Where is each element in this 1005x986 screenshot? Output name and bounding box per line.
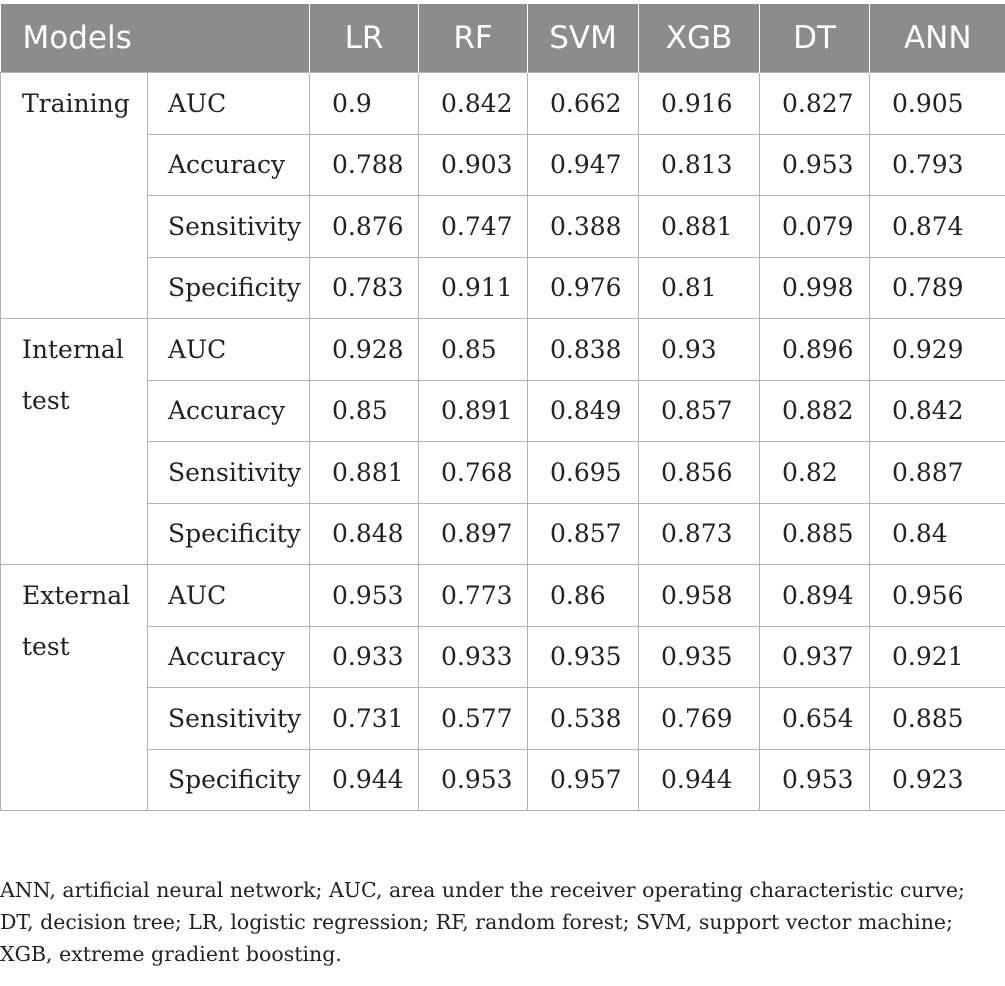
header-row <box>1 4 1005 73</box>
value-cell-rf: 0.747 <box>419 196 528 258</box>
metric-label: AUC <box>148 73 310 135</box>
table-row <box>1 134 1005 196</box>
value-cell-rf: 0.773 <box>419 565 528 627</box>
value-cell-ann: 0.956 <box>870 565 1005 627</box>
value-cell-svm: 0.838 <box>528 319 639 381</box>
value-cell-rf: 0.933 <box>419 626 528 688</box>
value-cell-xgb: 0.916 <box>639 73 760 135</box>
value-cell-xgb: 0.813 <box>639 134 760 196</box>
value-cell-lr: 0.876 <box>310 196 419 258</box>
value-cell-svm: 0.976 <box>528 257 639 319</box>
table-body <box>1 73 1005 811</box>
metric-label: Accuracy <box>148 626 310 688</box>
metric-label: Sensitivity <box>148 442 310 504</box>
value-cell-xgb: 0.81 <box>639 257 760 319</box>
value-cell-lr: 0.933 <box>310 626 419 688</box>
table-row <box>1 73 1005 135</box>
value-cell-ann: 0.887 <box>870 442 1005 504</box>
value-cell-lr: 0.788 <box>310 134 419 196</box>
group-label: External test <box>1 565 148 811</box>
header-lr: LR <box>310 4 419 73</box>
value-cell-ann: 0.905 <box>870 73 1005 135</box>
value-cell-dt: 0.953 <box>760 749 870 811</box>
table-row <box>1 626 1005 688</box>
value-cell-ann: 0.885 <box>870 688 1005 750</box>
value-cell-svm: 0.857 <box>528 503 639 565</box>
value-cell-lr: 0.944 <box>310 749 419 811</box>
value-cell-ann: 0.793 <box>870 134 1005 196</box>
value-cell-svm: 0.695 <box>528 442 639 504</box>
value-cell-dt: 0.953 <box>760 134 870 196</box>
value-cell-xgb: 0.944 <box>639 749 760 811</box>
metric-label: AUC <box>148 565 310 627</box>
metric-label: AUC <box>148 319 310 381</box>
model-performance-table <box>0 4 1005 811</box>
table-row <box>1 749 1005 811</box>
value-cell-svm: 0.662 <box>528 73 639 135</box>
value-cell-rf: 0.85 <box>419 319 528 381</box>
value-cell-svm: 0.849 <box>528 380 639 442</box>
value-cell-dt: 0.882 <box>760 380 870 442</box>
metric-label: Specificity <box>148 749 310 811</box>
value-cell-ann: 0.789 <box>870 257 1005 319</box>
metric-label: Sensitivity <box>148 196 310 258</box>
table-row <box>1 319 1005 381</box>
metric-label: Specificity <box>148 503 310 565</box>
table-row <box>1 688 1005 750</box>
table-row <box>1 442 1005 504</box>
value-cell-rf: 0.768 <box>419 442 528 504</box>
metric-label: Accuracy <box>148 134 310 196</box>
value-cell-lr: 0.85 <box>310 380 419 442</box>
value-cell-svm: 0.947 <box>528 134 639 196</box>
value-cell-dt: 0.885 <box>760 503 870 565</box>
value-cell-svm: 0.86 <box>528 565 639 627</box>
value-cell-ann: 0.921 <box>870 626 1005 688</box>
value-cell-xgb: 0.857 <box>639 380 760 442</box>
table-row <box>1 196 1005 258</box>
header-ann: ANN <box>870 4 1005 73</box>
value-cell-dt: 0.937 <box>760 626 870 688</box>
value-cell-rf: 0.903 <box>419 134 528 196</box>
metric-label: Accuracy <box>148 380 310 442</box>
value-cell-lr: 0.928 <box>310 319 419 381</box>
value-cell-xgb: 0.935 <box>639 626 760 688</box>
value-cell-svm: 0.935 <box>528 626 639 688</box>
value-cell-lr: 0.848 <box>310 503 419 565</box>
value-cell-dt: 0.896 <box>760 319 870 381</box>
value-cell-lr: 0.953 <box>310 565 419 627</box>
table-row <box>1 565 1005 627</box>
metric-label: Sensitivity <box>148 688 310 750</box>
value-cell-svm: 0.957 <box>528 749 639 811</box>
table-row <box>1 380 1005 442</box>
value-cell-lr: 0.881 <box>310 442 419 504</box>
value-cell-rf: 0.953 <box>419 749 528 811</box>
value-cell-xgb: 0.958 <box>639 565 760 627</box>
value-cell-rf: 0.891 <box>419 380 528 442</box>
header-models: Models <box>22 20 132 56</box>
value-cell-dt: 0.894 <box>760 565 870 627</box>
value-cell-lr: 0.783 <box>310 257 419 319</box>
header-rf: RF <box>419 4 528 73</box>
group-label: Internal test <box>1 319 148 565</box>
table-row <box>1 257 1005 319</box>
value-cell-dt: 0.827 <box>760 73 870 135</box>
header-svm: SVM <box>528 4 639 73</box>
value-cell-ann: 0.929 <box>870 319 1005 381</box>
value-cell-xgb: 0.873 <box>639 503 760 565</box>
value-cell-xgb: 0.881 <box>639 196 760 258</box>
value-cell-svm: 0.388 <box>528 196 639 258</box>
value-cell-dt: 0.82 <box>760 442 870 504</box>
value-cell-xgb: 0.93 <box>639 319 760 381</box>
value-cell-dt: 0.654 <box>760 688 870 750</box>
value-cell-dt: 0.079 <box>760 196 870 258</box>
header-dt: DT <box>760 4 870 73</box>
table-header <box>1 4 1005 73</box>
value-cell-rf: 0.577 <box>419 688 528 750</box>
group-label: Training <box>1 73 148 319</box>
value-cell-lr: 0.9 <box>310 73 419 135</box>
value-cell-lr: 0.731 <box>310 688 419 750</box>
header-xgb: XGB <box>639 4 760 73</box>
value-cell-rf: 0.911 <box>419 257 528 319</box>
table-row <box>1 503 1005 565</box>
value-cell-xgb: 0.856 <box>639 442 760 504</box>
metric-label: Specificity <box>148 257 310 319</box>
value-cell-ann: 0.84 <box>870 503 1005 565</box>
value-cell-xgb: 0.769 <box>639 688 760 750</box>
value-cell-svm: 0.538 <box>528 688 639 750</box>
value-cell-rf: 0.842 <box>419 73 528 135</box>
value-cell-rf: 0.897 <box>419 503 528 565</box>
value-cell-dt: 0.998 <box>760 257 870 319</box>
value-cell-ann: 0.923 <box>870 749 1005 811</box>
value-cell-ann: 0.842 <box>870 380 1005 442</box>
table-footnote: ANN, artificial neural network; AUC, area under the receiver operating characteristic curve; DT, decision tree; LR, logistic regression; RF, random forest; SVM, support vector machine; XGB, extreme gradient boosting. <box>0 878 965 966</box>
value-cell-ann: 0.874 <box>870 196 1005 258</box>
